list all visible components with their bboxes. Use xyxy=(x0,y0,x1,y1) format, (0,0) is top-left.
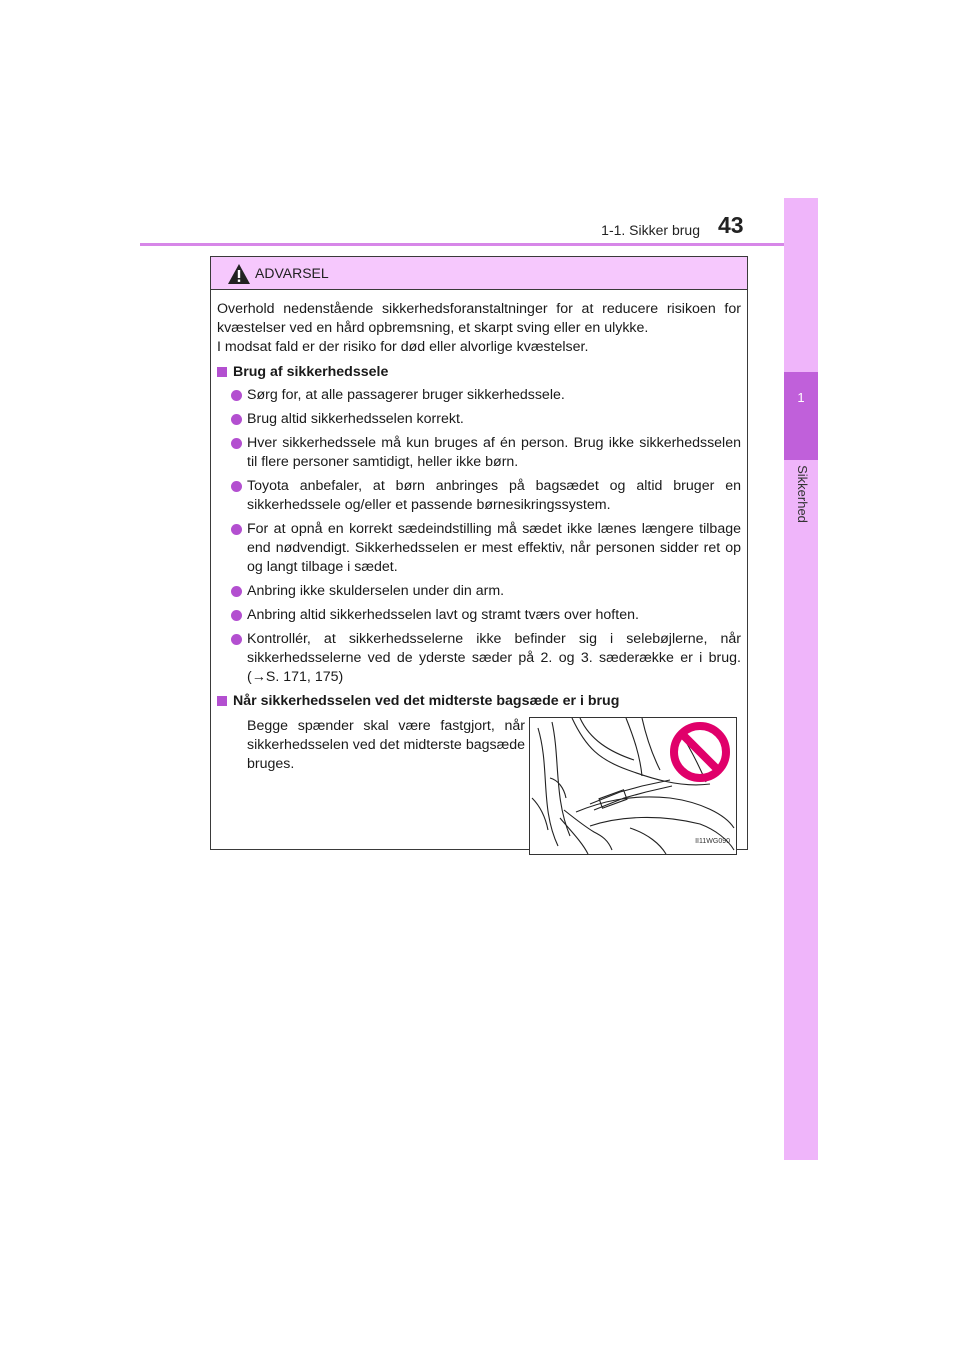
circle-bullet-icon xyxy=(231,634,242,645)
circle-bullet-icon xyxy=(231,390,242,401)
circle-bullet-icon xyxy=(231,610,242,621)
illustration-code: II11WG090 xyxy=(695,838,730,845)
list-item: Sørg for, at alle passagerer bruger sikkerhedssele. xyxy=(247,386,741,405)
warning-triangle-icon xyxy=(227,263,251,285)
header-rule xyxy=(140,243,818,246)
circle-bullet-icon xyxy=(231,481,242,492)
list-item: Kontrollér, at sikkerhedsselerne ikke befinder sig i selebøjlerne, når sikkerhedsselerne ved de yderste sæder på 2. og 3. sæderække er i brug. (→S. 171, 175) xyxy=(247,630,741,687)
circle-bullet-icon xyxy=(231,524,242,535)
warning-title: ADVARSEL xyxy=(255,265,329,281)
middle-seat-text: Begge spænder skal være fastgjort, når sikkerhedsselen ved det midterste bagsæde bruges. xyxy=(247,718,525,772)
prohibition-icon xyxy=(674,726,726,778)
list-item: For at opnå en korrekt sædeindstilling må sædet ikke lænes længere tilbage end nødvendigt. Sikkerhedsselen er mest effektiv, når personen sidder ret op og langt tilbage i sædet. xyxy=(247,520,741,577)
warning-header xyxy=(211,257,747,290)
circle-bullet-icon xyxy=(231,586,242,597)
warning-box xyxy=(210,256,748,850)
intro-text-1: Overhold nedenstående sikkerhedsforanstaltninger for at reducere risikoen for kvæstelser ved en hård opbremsning, et skarpt sving eller en ulykke. xyxy=(217,301,741,336)
square-bullet-icon xyxy=(217,367,227,377)
section-heading-middle-seat: Når sikkerhedsselen ved det midterste bagsæde er i brug xyxy=(217,692,741,711)
chapter-side-tab xyxy=(784,198,818,1160)
warning-content xyxy=(211,290,747,845)
warning-intro xyxy=(217,300,741,357)
seatbelt-bullet-list xyxy=(217,386,741,687)
chapter-title: Sikkerhed xyxy=(795,465,810,523)
seatbelt-illustration xyxy=(529,717,737,855)
chapter-number: 1 xyxy=(797,390,805,405)
list-item: Hver sikkerhedssele må kun bruges af én person. Brug ikke sikkerhedsselen til flere personer samtidigt, heller ikke børn. xyxy=(247,434,741,472)
list-item: Anbring altid sikkerhedsselen lavt og stramt tværs over hoften. xyxy=(247,606,741,625)
circle-bullet-icon xyxy=(231,438,242,449)
circle-bullet-icon xyxy=(231,414,242,425)
square-bullet-icon xyxy=(217,696,227,706)
list-item: Anbring ikke skulderselen under din arm. xyxy=(247,582,741,601)
section-heading-seatbelt: Brug af sikkerhedssele xyxy=(217,363,741,382)
list-item: Brug altid sikkerhedsselen korrekt. xyxy=(247,410,741,429)
list-item: Toyota anbefaler, at børn anbringes på bagsædet og altid bruger en sikkerhedssele og/eller et passende børnesikringssystem. xyxy=(247,477,741,515)
middle-seat-block xyxy=(217,717,741,845)
page-number: 43 xyxy=(718,212,744,238)
section-title: 1-1. Sikker brug xyxy=(601,222,700,238)
intro-text-2: I modsat fald er der risiko for død eller alvorlige kvæstelser. xyxy=(217,339,589,355)
chapter-tab-active[interactable] xyxy=(784,372,818,460)
